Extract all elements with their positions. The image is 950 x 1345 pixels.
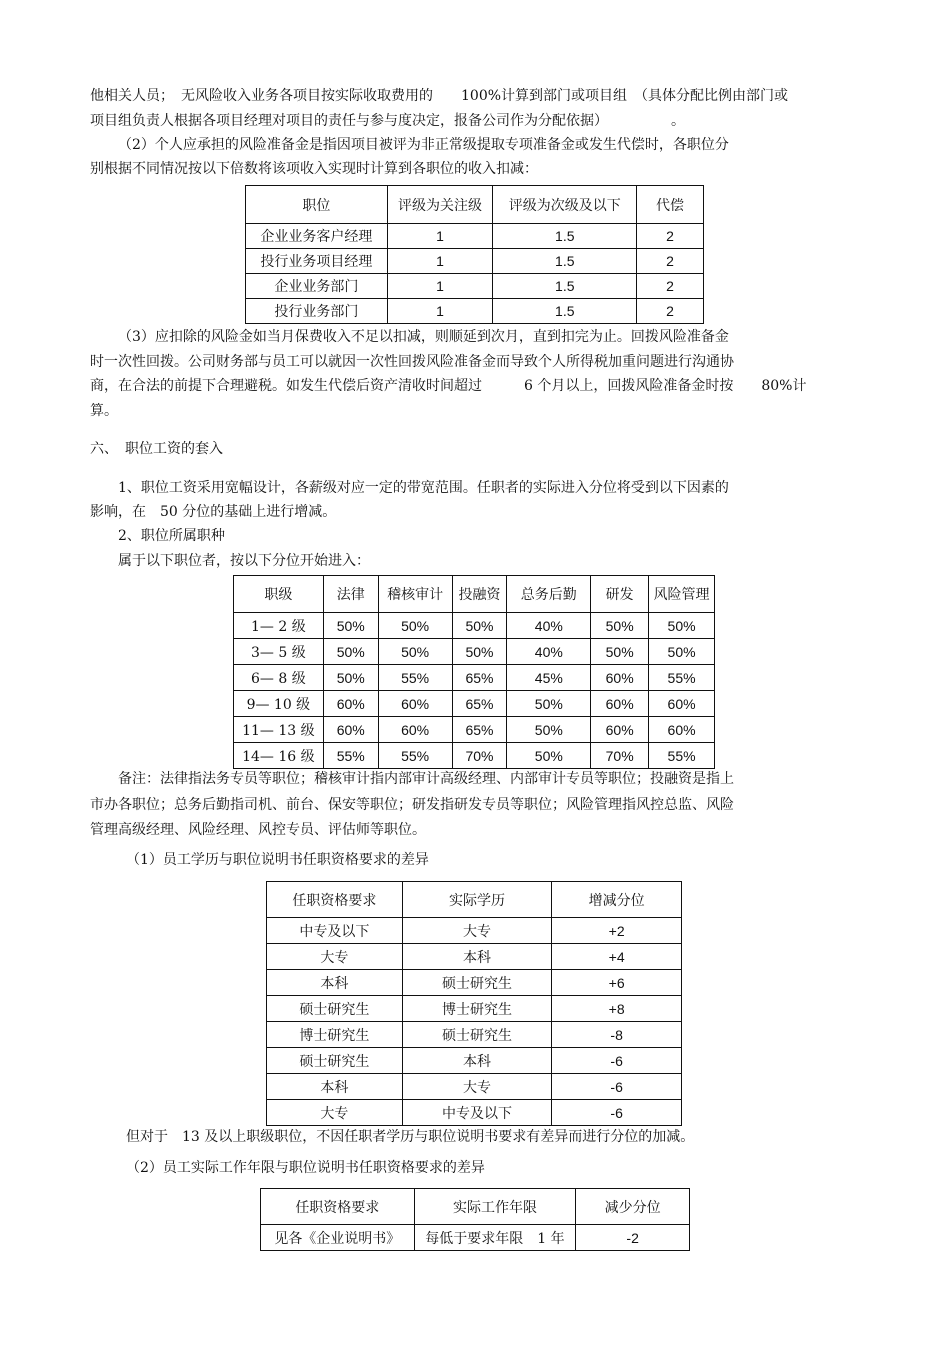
section-intro: 属于以下职位者，按以下分位开始进入： [118,553,370,569]
table-header-cell: 研发 [591,576,649,613]
table-cell: 60% [649,691,715,717]
table-row [234,691,715,717]
table-cell: 本科 [267,970,403,996]
table-cell: 见各《企业说明书》 [261,1225,415,1251]
grade-percentile-table [233,575,715,769]
table-cell: 1— 2 级 [234,613,324,639]
table-header-row [267,882,682,918]
table-cell: 1.5 [493,274,637,299]
education-note: 但对于 13 及以上职级职位，不因任职者学历与职位说明书要求有差异而进行分位的加减。 [126,1129,695,1145]
table-cell: 70% [452,743,507,769]
table-cell: 50% [507,743,591,769]
table-row [267,996,682,1022]
table-cell: 大专 [267,944,403,970]
table-cell: -8 [552,1022,682,1048]
paragraph-1-line-2: 项目组负责人根据各项目经理对项目的责任与参与度决定，报备公司作为分配依据） 。 [90,113,685,129]
table-cell: 本科 [267,1074,403,1100]
table-cell: 11— 13 级 [234,717,324,743]
table-cell: 50% [507,691,591,717]
table-header-cell: 职级 [234,576,324,613]
table-row [246,274,704,299]
table-row [234,639,715,665]
table-header-cell: 稽核审计 [378,576,452,613]
table-cell: +6 [552,970,682,996]
risk-multiplier-table [245,185,704,324]
table-cell: 55% [649,665,715,691]
table-cell: -6 [552,1100,682,1126]
note-line-2: 市办各职位；总务后勤指司机、前台、保安等职位；研发指研发专员等职位；风险管理指风控总监、风险 [90,797,734,813]
subsection-1-title: （1）员工学历与职位说明书任职资格要求的差异 [126,852,429,868]
table-row [267,1074,682,1100]
table-row [261,1225,690,1251]
table-header-cell: 职位 [246,186,388,224]
table-cell: 9— 10 级 [234,691,324,717]
table-cell: 65% [452,691,507,717]
education-diff-table [266,881,682,1126]
table-cell: 2 [637,249,704,274]
table-cell: -2 [576,1225,690,1251]
table-cell: 50% [323,639,378,665]
table-cell: 2 [637,299,704,324]
table-cell: 1.5 [493,299,637,324]
table-cell: 50% [378,613,452,639]
table-header-cell: 评级为关注级 [387,186,493,224]
work-years-diff-table [260,1188,690,1251]
table-cell: +8 [552,996,682,1022]
table-cell: 60% [378,717,452,743]
table-cell: 60% [591,691,649,717]
table-header-cell: 任职资格要求 [267,882,403,918]
table-cell: 65% [452,717,507,743]
table-cell: 50% [591,639,649,665]
paragraph-2-line-1: （2）个人应承担的风险准备金是指因项目被评为非正常级提取专项准备金或发生代偿时，各职位分 [118,137,729,153]
table-cell: 60% [378,691,452,717]
note-line-1: 备注：法律指法务专员等职位；稽核审计指内部审计高级经理、内部审计专员等职位；投融资是指上 [118,771,734,787]
paragraph-3-line-3: 商，在合法的前提下合理避税。如发生代偿后资产清收时间超过 6 个月以上，回拨风险准备金时按 80%计 [90,378,807,394]
table-cell: 每低于要求年限 1 年 [414,1225,576,1251]
table-cell: 60% [649,717,715,743]
table-cell: 60% [323,717,378,743]
table-cell: 本科 [402,1048,552,1074]
table-cell: 45% [507,665,591,691]
table-cell: 55% [378,665,452,691]
table-cell: 40% [507,639,591,665]
table-cell: 50% [378,639,452,665]
table-header-cell: 投融资 [452,576,507,613]
table-cell: 60% [591,717,649,743]
table-cell: 6— 8 级 [234,665,324,691]
table-cell: 40% [507,613,591,639]
table-cell: +2 [552,918,682,944]
table-cell: 50% [452,613,507,639]
table-cell: 1 [387,224,493,249]
table-cell: 博士研究生 [402,996,552,1022]
table-cell: 1.5 [493,224,637,249]
table-row [267,970,682,996]
table-row [267,944,682,970]
table-cell: 硕士研究生 [402,1022,552,1048]
note-line-3: 管理高级经理、风险经理、风控专员、评估师等职位。 [90,822,426,838]
table-cell: 50% [323,665,378,691]
table-cell: 投行业务项目经理 [246,249,388,274]
paragraph-2-line-2: 别根据不同情况按以下倍数将该项收入实现时计算到各职位的收入扣减： [90,161,538,177]
table-row [267,1100,682,1126]
table-cell: 1.5 [493,249,637,274]
table-header-cell: 实际工作年限 [414,1189,576,1225]
table-cell: 1 [387,299,493,324]
paragraph-3-line-2: 时一次性回拨。公司财务部与员工可以就因一次性回拨风险准备金而导致个人所得税加重问题进行沟通协 [90,354,734,370]
table-cell: 14— 16 级 [234,743,324,769]
table-cell: 55% [323,743,378,769]
section-item-1-line-1: 1、职位工资采用宽幅设计，各薪级对应一定的带宽范围。任职者的实际进入分位将受到以下因素的 [118,480,729,496]
table-cell: 硕士研究生 [402,970,552,996]
section-heading: 六、 职位工资的套入 [90,441,223,457]
table-header-cell: 实际学历 [402,882,552,918]
section-item-1-line-2: 影响，在 50 分位的基础上进行增减。 [90,504,337,520]
table-cell: +4 [552,944,682,970]
table-cell: 50% [507,717,591,743]
table-cell: 硕士研究生 [267,996,403,1022]
table-row [246,249,704,274]
table-cell: 硕士研究生 [267,1048,403,1074]
table-cell: 2 [637,274,704,299]
table-cell: 50% [649,613,715,639]
table-cell: 中专及以下 [402,1100,552,1126]
table-cell: 50% [323,613,378,639]
table-header-cell: 代偿 [637,186,704,224]
table-row [246,299,704,324]
table-cell: 50% [452,639,507,665]
table-cell: 55% [378,743,452,769]
table-header-row [246,186,704,224]
table-header-cell: 总务后勤 [507,576,591,613]
table-row [267,1022,682,1048]
table-cell: 投行业务部门 [246,299,388,324]
table-cell: 60% [591,665,649,691]
table-cell: 1 [387,274,493,299]
paragraph-3-line-4: 算。 [90,403,118,419]
table-header-cell: 减少分位 [576,1189,690,1225]
table-header-cell: 增减分位 [552,882,682,918]
table-row [234,665,715,691]
table-header-cell: 法律 [323,576,378,613]
table-cell: 50% [591,613,649,639]
table-cell: 1 [387,249,493,274]
table-cell: 本科 [402,944,552,970]
table-header-cell: 任职资格要求 [261,1189,415,1225]
table-cell: 大专 [402,1074,552,1100]
table-cell: 60% [323,691,378,717]
table-cell: 70% [591,743,649,769]
table-cell: -6 [552,1074,682,1100]
table-header-cell: 风险管理 [649,576,715,613]
paragraph-1-line-1: 他相关人员； 无风险收入业务各项目按实际收取费用的 100%计算到部门或项目组 （具体分配比例由部门或 [90,88,789,104]
table-cell: 企业业务客户经理 [246,224,388,249]
table-row [234,613,715,639]
table-cell: 中专及以下 [267,918,403,944]
subsection-2-title: （2）员工实际工作年限与职位说明书任职资格要求的差异 [126,1160,485,1176]
table-cell: -6 [552,1048,682,1074]
table-cell: 大专 [402,918,552,944]
table-header-row [234,576,715,613]
paragraph-3-line-1: （3）应扣除的风险金如当月保费收入不足以扣减，则顺延到次月，直到扣完为止。回拨风险准备金 [118,329,729,345]
table-cell: 2 [637,224,704,249]
table-cell: 55% [649,743,715,769]
table-cell: 3— 5 级 [234,639,324,665]
table-header-cell: 评级为次级及以下 [493,186,637,224]
table-row [267,1048,682,1074]
table-row [267,918,682,944]
table-row [234,743,715,769]
table-row [234,717,715,743]
table-cell: 大专 [267,1100,403,1126]
table-row [246,224,704,249]
section-item-2: 2、职位所属职种 [118,528,225,544]
table-cell: 65% [452,665,507,691]
table-cell: 企业业务部门 [246,274,388,299]
table-cell: 50% [649,639,715,665]
table-cell: 博士研究生 [267,1022,403,1048]
table-header-row [261,1189,690,1225]
